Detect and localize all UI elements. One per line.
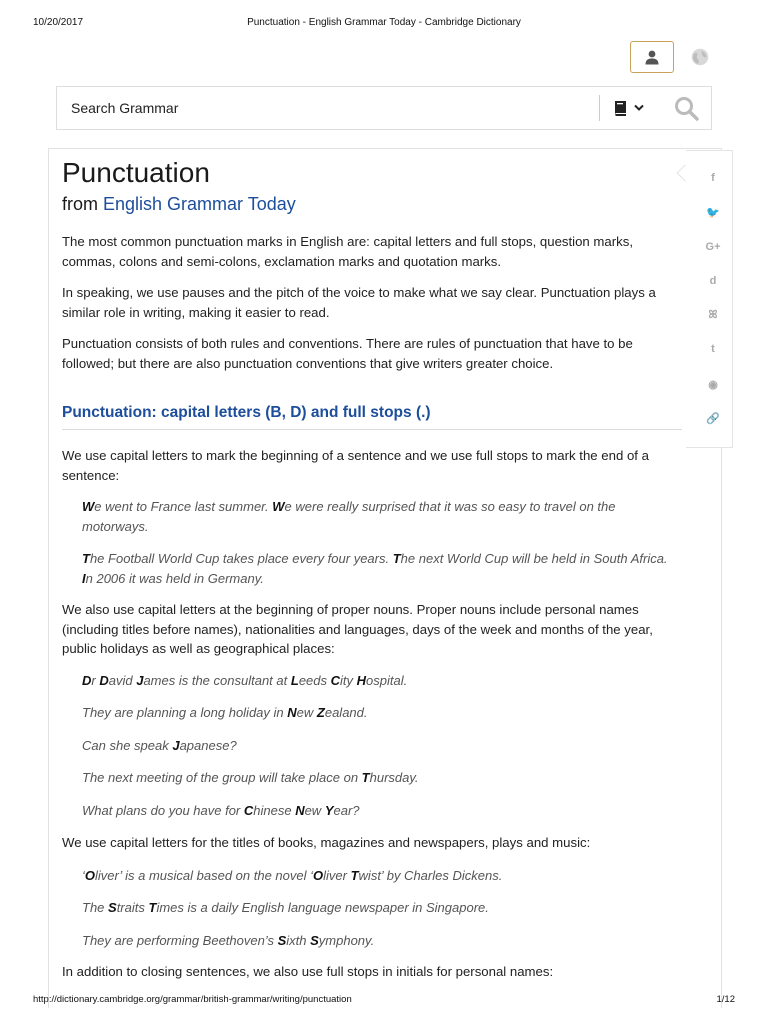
tumblr-icon[interactable]: t bbox=[711, 343, 715, 355]
book-icon bbox=[613, 100, 628, 116]
example-sentence: ‘Oliver’ is a musical based on the novel ‘Oliver Twist’ by Charles Dickens. bbox=[82, 868, 503, 883]
delicious-icon[interactable]: d bbox=[709, 275, 717, 287]
body-paragraph: In addition to closing sentences, we also use full stops in initials for personal names: bbox=[62, 964, 554, 979]
twitter-icon[interactable]: 🐦 bbox=[706, 206, 720, 219]
page-number: 1/12 bbox=[716, 994, 735, 1005]
example-sentence: They are performing Beethoven’s Sixth Symphony. bbox=[82, 933, 375, 948]
reddit-icon[interactable]: ◉ bbox=[708, 378, 718, 391]
source-link[interactable]: English Grammar Today bbox=[103, 194, 296, 214]
user-icon bbox=[644, 49, 660, 65]
dictionary-selector-dropdown[interactable] bbox=[613, 97, 653, 119]
search-input[interactable] bbox=[57, 87, 597, 129]
example-sentence: The Straits Times is a daily English language newspaper in Singapore. bbox=[82, 900, 489, 915]
source-line bbox=[62, 192, 296, 216]
print-footer bbox=[0, 994, 768, 1008]
body-paragraph: We also use capital letters at the beginning of proper nouns. Proper nouns include personal names (including titles before names), nationalities and languages, days of the week and months of the year, public holidays as well as geographical places: bbox=[62, 602, 653, 656]
facebook-icon[interactable]: f bbox=[711, 172, 715, 184]
body-paragraph: We use capital letters for the titles of books, magazines and newspapers, plays and music: bbox=[62, 835, 591, 850]
print-url: http://dictionary.cambridge.org/grammar/british-grammar/writing/punctuation bbox=[33, 994, 352, 1005]
globe-icon[interactable] bbox=[691, 48, 709, 66]
print-header bbox=[0, 17, 768, 31]
intro-paragraph: The most common punctuation marks in English are: capital letters and full stops, question marks, commas, colons and semi-colons, exclamation marks and quotation marks. bbox=[62, 234, 633, 269]
example-sentence: The Football World Cup takes place every four years. The next World Cup will be held in South Africa. In 2006 it was held in Germany. bbox=[82, 551, 668, 586]
body-paragraph: We use capital letters to mark the beginning of a sentence and we use full stops to mark the end of a sentence: bbox=[62, 448, 649, 483]
example-sentence: What plans do you have for Chinese New Year? bbox=[82, 803, 360, 818]
link-icon[interactable]: 🔗 bbox=[706, 412, 720, 425]
user-account-button[interactable] bbox=[630, 41, 674, 73]
example-sentence: Can she speak Japanese? bbox=[82, 738, 237, 753]
stumbleupon-icon[interactable]: ꕤ bbox=[708, 308, 718, 321]
intro-paragraph: In speaking, we use pauses and the pitch of the voice to make what we say clear. Punctuation plays a similar role in writing, making it easier to read. bbox=[62, 285, 656, 320]
example-sentence: They are planning a long holiday in New Zealand. bbox=[82, 705, 368, 720]
search-icon[interactable] bbox=[673, 95, 701, 123]
source-prefix: from bbox=[62, 194, 98, 214]
search-divider bbox=[599, 95, 600, 121]
example-sentence: Dr David James is the consultant at Leeds City Hospital. bbox=[82, 673, 408, 688]
chevron-down-icon bbox=[634, 104, 644, 112]
print-title: Punctuation - English Grammar Today - Cambridge Dictionary bbox=[247, 17, 521, 28]
example-sentence: We went to France last summer. We were really surprised that it was so easy to travel on the motorways. bbox=[82, 499, 616, 534]
search-bar bbox=[56, 86, 712, 130]
share-panel bbox=[686, 150, 733, 448]
google-plus-icon[interactable]: G+ bbox=[705, 241, 721, 253]
intro-paragraph: Punctuation consists of both rules and conventions. There are rules of punctuation that have to be followed; but there are also punctuation conventions that give writers greater choice. bbox=[62, 336, 633, 371]
print-date: 10/20/2017 bbox=[33, 17, 84, 28]
page-title: Punctuation bbox=[62, 157, 210, 188]
example-sentence: The next meeting of the group will take place on Thursday. bbox=[82, 770, 419, 785]
section-heading: Punctuation: capital letters (B, D) and full stops (.) bbox=[62, 403, 682, 430]
